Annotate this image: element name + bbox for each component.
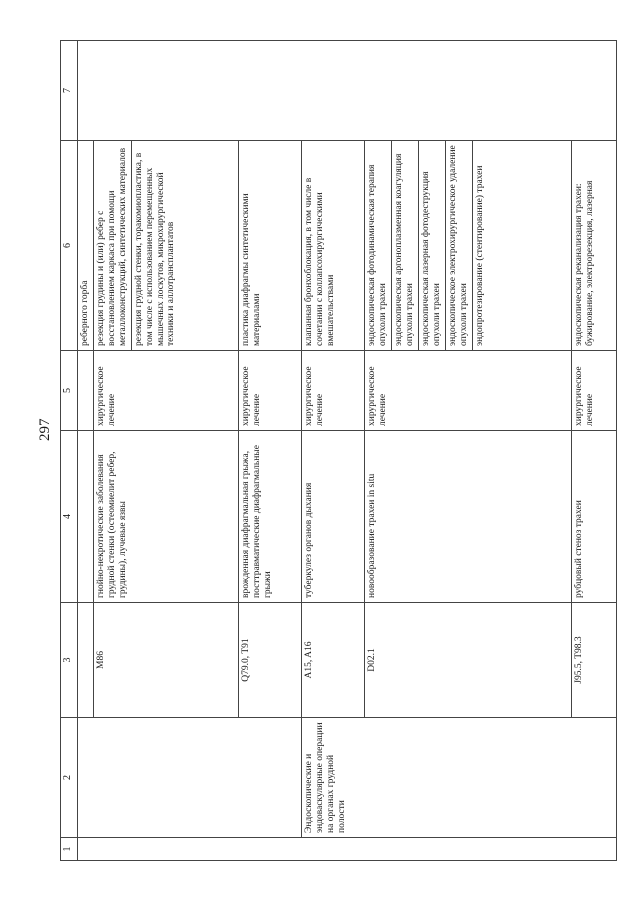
treatment-type-cell: хирургическое лечение <box>365 351 572 431</box>
section-cell: Эндоскопические и эндоваскулярные операции на органах грудной полости <box>302 718 617 838</box>
treatment-type-cell <box>78 351 94 431</box>
code-cell: D02.1 <box>365 603 572 718</box>
treatment-type-cell: хирургическое лечение <box>571 351 616 431</box>
method-cell: клапанная бронхоблокация, в том числе в сочетании с коллапсохирургическими вмешательствами <box>302 141 365 351</box>
diagnosis-cell: рубцовый стеноз трахеи <box>571 431 616 603</box>
method-item: эндоскопическое электрохирургическое удаление опухоли трахеи <box>446 141 473 350</box>
col7-cell <box>78 41 617 141</box>
diagnosis-cell: туберкулез органов дыхания <box>302 431 365 603</box>
method-item: эндоскопическая лазерная фотодеструкция опухоли трахеи <box>419 141 446 350</box>
col1-cell <box>78 838 617 861</box>
diagnosis-cell <box>78 431 94 603</box>
method-cell: пластика диафрагмы синтетическими материалами <box>238 141 301 351</box>
col-header-6: 6 <box>61 141 78 351</box>
method-item: эндоскопическая аргоноплазменная коагуляция опухоли трахеи <box>392 141 419 350</box>
diagnosis-cell: врожденная диафрагмальная грыжа, посттравматические диафрагмальные грыжи <box>238 431 301 603</box>
treatment-type-cell: хирургическое лечение <box>302 351 365 431</box>
procedures-table <box>60 40 617 861</box>
code-cell: A15, A16 <box>302 603 365 718</box>
code-cell: J95.5, T98.3 <box>571 603 616 718</box>
treatment-type-cell: хирургическое лечение <box>93 351 238 431</box>
method-cell <box>365 141 572 351</box>
col-header-5: 5 <box>61 351 78 431</box>
code-cell: Q79.0, T91 <box>238 603 301 718</box>
section-cell-empty <box>78 718 302 838</box>
treatment-type-cell: хирургическое лечение <box>238 351 301 431</box>
header-row <box>61 41 78 861</box>
method-item: эндоскопическая фотодинамическая терапия опухоли трахеи <box>365 141 392 350</box>
col-header-2: 2 <box>61 718 78 838</box>
col-header-4: 4 <box>61 431 78 603</box>
code-cell: M86 <box>93 603 238 718</box>
diagnosis-cell: гнойно-некротические заболевания грудной стенки (остеомиелит ребер, грудины), лучевые язвы <box>93 431 238 603</box>
table-row <box>78 41 94 861</box>
method-item: резекция грудины и (или) ребер с восстановлением каркаса при помощи металлоконструкций, синтетических материалов <box>94 141 132 350</box>
method-item: эндопротезирование (стентирование) трахеи <box>474 165 485 346</box>
col-header-7: 7 <box>61 41 78 141</box>
method-item: резекция грудной стенки, торакомиопластика, в том числе с использованием перемещенных мышечных лоскутов, микрохирургической техники и аллотрансплантатов <box>133 152 177 346</box>
rotated-table-container <box>60 41 617 861</box>
page-number: 297 <box>37 418 53 441</box>
table-row <box>302 41 365 861</box>
col-header-1: 1 <box>61 838 78 861</box>
diagnosis-cell: новообразование трахеи in situ <box>365 431 572 603</box>
method-cell <box>93 141 238 351</box>
method-cell: эндоскопическая реканализация трахеи: бужирование, электрорезекция, лазерная <box>571 141 616 351</box>
code-cell <box>78 603 94 718</box>
method-cell: реберного горба <box>78 141 94 351</box>
col-header-3: 3 <box>61 603 78 718</box>
